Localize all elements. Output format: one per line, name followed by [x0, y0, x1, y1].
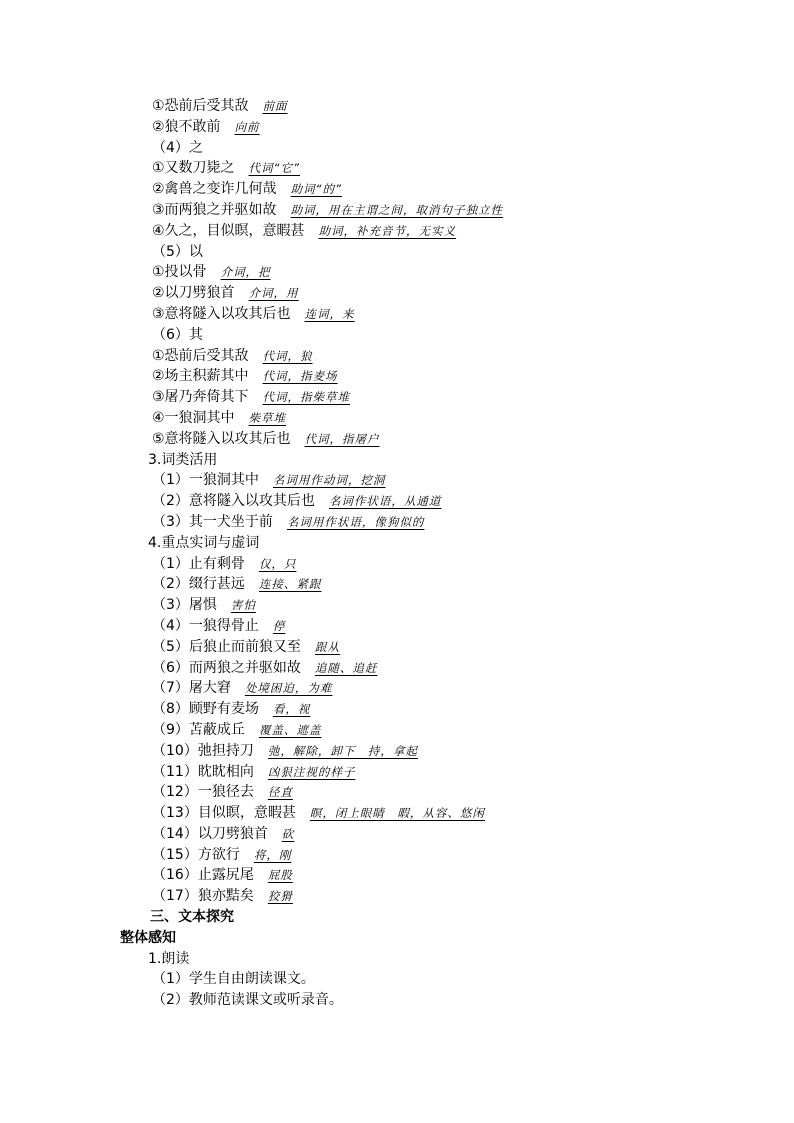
list-item: [0, 865, 794, 886]
item-text: ③意将隧入以攻其后也: [152, 305, 291, 322]
item-answer: 追随、追赶: [314, 660, 378, 675]
item-text: （9）苫蔽成丘: [152, 721, 245, 738]
list-item: [0, 138, 794, 159]
item-text: （1）止有剩骨: [152, 555, 245, 572]
item-answer: 代词“它”: [248, 161, 300, 176]
item-answer: 介词，用: [248, 286, 299, 301]
item-text: ①又数刀毙之: [152, 160, 235, 177]
list-item: [0, 678, 794, 699]
item-text: （7）屠大窘: [152, 680, 231, 697]
item-text: （2）意将隧入以攻其后也: [152, 493, 315, 510]
list-item: [0, 845, 794, 866]
list-item: [0, 533, 794, 554]
item-text: ②以刀劈狼首: [152, 285, 235, 302]
list-item: [0, 886, 794, 907]
item-answer: 处境困迫，为难: [244, 681, 333, 696]
item-answer: 柴草堆: [248, 410, 287, 425]
item-answer: 凶狠注视的样子: [267, 764, 356, 779]
item-text: ③而两狼之并驱如故: [152, 201, 277, 218]
item-answer: 介词，把: [220, 265, 271, 280]
item-text: （10）弛担持刀: [152, 742, 254, 759]
item-text: 3.词类活用: [148, 451, 218, 468]
item-answer: 狡猾: [267, 889, 293, 904]
item-text: ①恐前后受其敌: [152, 98, 249, 114]
vocabulary-list: [0, 96, 794, 907]
list-item: [0, 720, 794, 741]
item-text: （2）缀行甚远: [152, 576, 245, 593]
list-item: [0, 762, 794, 783]
item-answer: 弛，解除，卸下 持，拿起: [267, 743, 418, 758]
list-item: [0, 554, 794, 575]
item-text: 4.重点实词与虚词: [148, 534, 260, 551]
item-answer: 仅，只: [258, 556, 297, 571]
item-answer: 连接、紧跟: [258, 577, 322, 592]
item-answer: 向前: [234, 119, 260, 134]
item-text: （3）屠惧: [152, 597, 217, 614]
item-answer: 瞑，闭上眼睛 暇，从容、悠闲: [309, 806, 485, 821]
item-text: （4）一狼得骨止: [152, 617, 259, 634]
item-text: ⑤意将隧入以攻其后也: [152, 430, 291, 447]
item-text: （15）方欲行: [152, 846, 240, 863]
list-item: [0, 325, 794, 346]
item-answer: 停: [272, 618, 286, 633]
list-item: [0, 574, 794, 595]
item-answer: 名词用作动词，挖洞: [272, 473, 386, 488]
list-item: [0, 803, 794, 824]
list-item: [0, 450, 794, 471]
item-answer: 看，视: [272, 702, 311, 717]
reading-item: （1）学生自由朗读课文。: [152, 971, 315, 988]
item-answer: 助词，用在主谓之间，取消句子独立性: [290, 202, 504, 217]
item-text: （8）顾野有麦场: [152, 701, 259, 718]
item-text: （5）后狼止而前狼又至: [152, 638, 301, 655]
item-text: ②场主积薪其中: [152, 368, 249, 385]
list-item: [0, 595, 794, 616]
list-item: [0, 387, 794, 408]
item-text: （5）以: [152, 243, 203, 260]
list-item: [0, 512, 794, 533]
item-text: ①恐前后受其敌: [152, 347, 249, 364]
item-text: ④一狼洞其中: [152, 409, 235, 426]
item-text: ②狼不敢前: [152, 118, 221, 135]
list-item: [0, 408, 794, 429]
section-title: 三、文本探究: [150, 909, 234, 926]
list-item: [0, 824, 794, 845]
item-answer: 代词，指麦场: [262, 369, 338, 384]
list-item: [0, 96, 794, 117]
item-answer: 代词，指柴草堆: [262, 390, 351, 405]
item-text: （6）而两狼之并驱如故: [152, 659, 301, 676]
item-text: （6）其: [152, 326, 203, 343]
item-answer: 名词用作状语，像狗似的: [286, 514, 425, 529]
list-item: [0, 470, 794, 491]
list-item: [0, 429, 794, 450]
item-text: （11）眈眈相向: [152, 763, 254, 780]
list-item: [0, 200, 794, 221]
list-item: [0, 616, 794, 637]
list-item: [0, 699, 794, 720]
item-answer: 前面: [262, 99, 288, 113]
list-item: [0, 304, 794, 325]
item-answer: 连词，来: [304, 306, 355, 321]
subheading: 整体感知: [120, 929, 176, 946]
list-item: [0, 221, 794, 242]
item-text: （16）止露尻尾: [152, 867, 254, 884]
item-answer: 屁股: [267, 868, 293, 883]
item-text: （14）以刀劈狼首: [152, 825, 268, 842]
item-answer: 代词，狼: [262, 348, 313, 363]
item-text: （4）之: [152, 139, 203, 156]
list-item: [0, 658, 794, 679]
item-text: ④久之，目似瞑，意暇甚: [152, 222, 305, 239]
list-item: [0, 283, 794, 304]
list-item: [0, 782, 794, 803]
list-item: [0, 637, 794, 658]
reading-title: 1.朗读: [148, 950, 190, 967]
item-answer: 将，刚: [253, 847, 292, 862]
reading-item: （2）教师范读课文或听录音。: [152, 992, 343, 1009]
item-answer: 覆盖、遮盖: [258, 722, 322, 737]
list-item: [0, 158, 794, 179]
list-item: [0, 117, 794, 138]
item-answer: 助词“的”: [290, 182, 342, 197]
list-item: [0, 491, 794, 512]
item-answer: 助词，补充音节，无实义: [318, 223, 457, 238]
list-item: [0, 366, 794, 387]
item-text: （1）一狼洞其中: [152, 472, 259, 489]
item-answer: 径直: [267, 785, 293, 800]
list-item: [0, 179, 794, 200]
item-answer: 跟从: [314, 639, 340, 654]
item-text: （3）其一犬坐于前: [152, 513, 273, 530]
item-text: ②禽兽之变诈几何哉: [152, 181, 277, 198]
item-text: ③屠乃奔倚其下: [152, 389, 249, 406]
list-item: [0, 741, 794, 762]
item-answer: 害怕: [230, 598, 256, 613]
item-text: （13）目似瞑，意暇甚: [152, 805, 296, 822]
list-item: [0, 262, 794, 283]
document-page: [0, 96, 794, 1011]
item-answer: 名词作状语，从通道: [328, 494, 442, 509]
list-item: [0, 346, 794, 367]
item-text: （17）狼亦黠矣: [152, 888, 254, 905]
item-text: （12）一狼径去: [152, 784, 254, 801]
list-item: [0, 242, 794, 263]
item-answer: 代词，指屠户: [304, 431, 380, 446]
item-text: ①投以骨: [152, 264, 207, 281]
item-answer: 砍: [281, 826, 295, 841]
